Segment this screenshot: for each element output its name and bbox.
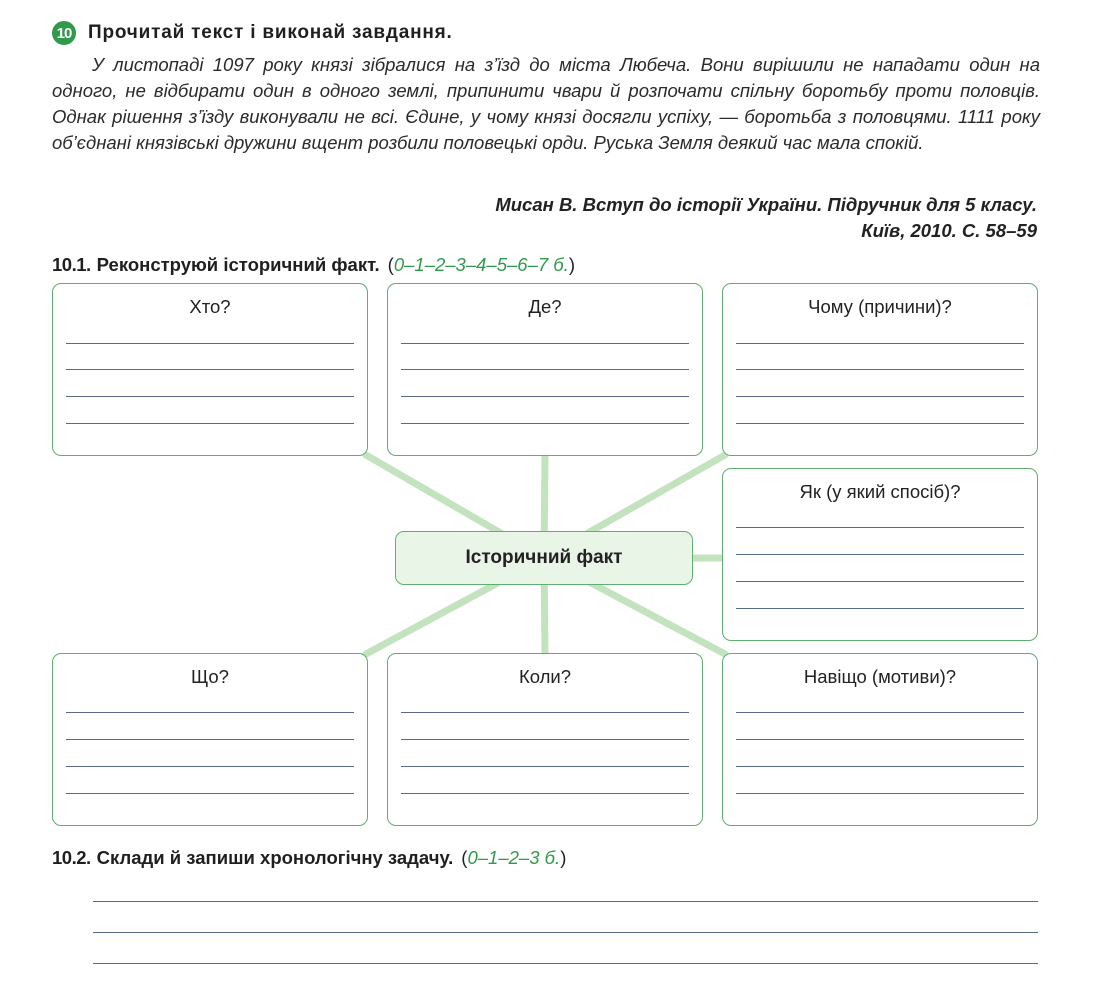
subtask-text: Реконструюй історичний факт. [96,254,380,275]
answer-line[interactable] [66,396,354,397]
box-question: Де? [528,296,562,317]
writing-line[interactable] [93,901,1038,902]
answer-line[interactable] [736,423,1024,424]
box-when [387,653,703,826]
box-question: Хто? [189,296,231,317]
answer-line[interactable] [66,369,354,370]
center-historical-fact: Історичний факт [395,531,693,585]
answer-line[interactable] [401,739,689,740]
answer-line[interactable] [736,527,1024,528]
answer-line[interactable] [736,343,1024,344]
box-question: Коли? [518,666,572,687]
answer-line[interactable] [736,608,1024,609]
task-number-badge: 10 [52,21,76,45]
answer-line[interactable] [66,712,354,713]
answer-line[interactable] [401,793,689,794]
box-where [387,283,703,456]
subtask-text: Склади й запиши хронологічну задачу. [96,847,454,868]
box-question: Чому (причини)? [808,296,952,317]
subtask-number: 10.2. [52,847,91,868]
answer-line[interactable] [736,739,1024,740]
subtask-10-2-heading [52,847,566,869]
answer-line[interactable] [736,396,1024,397]
answer-line[interactable] [66,343,354,344]
box-how [722,468,1038,641]
answer-line[interactable] [66,739,354,740]
source-line-2: Київ, 2010. С. 58–59 [861,220,1037,241]
box-question: Як (у який спосіб)? [799,481,961,502]
answer-line[interactable] [401,343,689,344]
answer-line[interactable] [66,766,354,767]
subtask-number: 10.1. [52,254,91,275]
reading-passage: У листопаді 1097 року князі зібралися на з’їзд до міста Любеча. Вони вирішили не нападати один на одного, не відбирати один в одного землі, припинити чвари й розпочати спільну боротьбу проти половців. Однак рішення з’їзду виконували не всі. Єдине, у чому князі досягли успіху, — боротьба з половцями. 1111 року об’єднані князівські дружини вщент розбили половецькі орди. Руська Земля деякий час мала спокій. [52,54,1040,153]
source-line-1: Мисан В. Вступ до історії України. Підручник для 5 класу. [495,194,1037,215]
task-title: Прочитай текст і виконай завдання. [88,22,453,43]
answer-line[interactable] [401,712,689,713]
points-scale: 0–1–2–3–4–5–6–7 б. [393,254,569,275]
answer-line[interactable] [736,369,1024,370]
box-who [52,283,368,456]
box-why [722,283,1038,456]
subtask-points: (0–1–2–3 б.) [461,847,567,868]
subtask-points: (0–1–2–3–4–5–6–7 б.) [387,254,576,275]
answer-line[interactable] [401,423,689,424]
answer-line[interactable] [66,423,354,424]
writing-line[interactable] [93,963,1038,964]
points-scale: 0–1–2–3 б. [467,847,561,868]
writing-line[interactable] [93,932,1038,933]
box-what [52,653,368,826]
answer-line[interactable] [736,581,1024,582]
answer-line[interactable] [401,369,689,370]
box-question: Навіщо (мотиви)? [803,666,957,687]
box-what-for [722,653,1038,826]
answer-line[interactable] [736,712,1024,713]
answer-line[interactable] [736,793,1024,794]
box-question: Що? [191,666,229,687]
answer-line[interactable] [736,766,1024,767]
answer-line[interactable] [66,793,354,794]
answer-line[interactable] [401,396,689,397]
answer-line[interactable] [401,766,689,767]
answer-line[interactable] [736,554,1024,555]
